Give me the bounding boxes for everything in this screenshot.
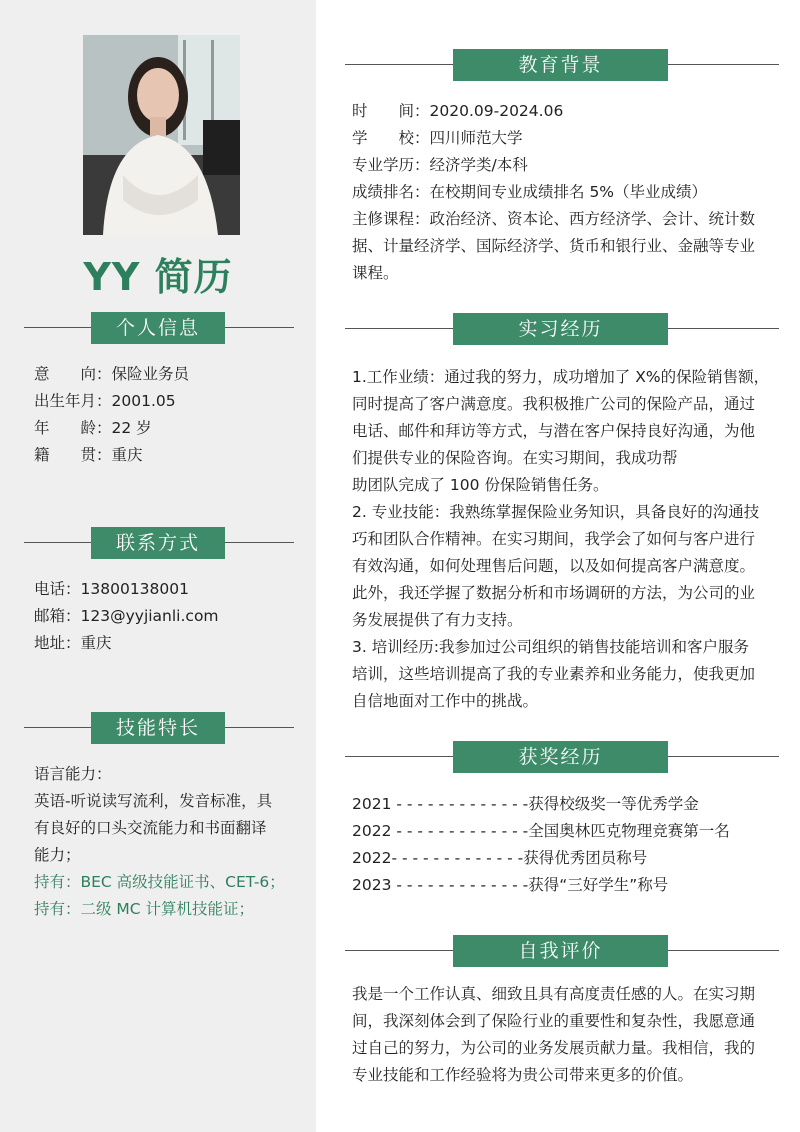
- section-title-awards: 获奖经历: [453, 741, 668, 773]
- self-eval-line: 过自己的努力，为公司的业务发展贡献力量。我相信，我的: [352, 1039, 756, 1057]
- education-row: [352, 98, 755, 125]
- education-courses-line: 据、计量经济学、国际经济学、货币和银行业、金融等专业: [352, 237, 756, 255]
- award-item: 2023 - - - - - - - - - - - - -获得“三好学生”称号: [352, 876, 669, 894]
- internship-line: 培训，这些培训提高了我的专业素养和业务能力，使我更加: [352, 665, 756, 683]
- internship-line: 2. 专业技能：我熟练掌握保险业务知识，具备良好的沟通技: [352, 503, 760, 521]
- certificate-line: 持有：二级 MC 计算机技能证；: [34, 900, 255, 918]
- section-header-awards: [345, 741, 779, 773]
- main-content: [316, 0, 800, 1132]
- sidebar: [0, 0, 316, 1132]
- edu-label: 成绩排名：: [352, 183, 430, 201]
- skills-line: 英语-听说读写流利，发音标准，具: [34, 792, 273, 810]
- contact-row-email: [34, 603, 219, 630]
- edu-value: 经济学类/本科: [429, 156, 528, 174]
- awards-list: [352, 791, 730, 899]
- skills-line: 有良好的口头交流能力和书面翻译: [34, 819, 267, 837]
- internship-line: 电话、邮件和拜访等方式，与潜在客户保持良好沟通，为他: [352, 422, 756, 440]
- self-eval-text: [352, 981, 755, 1089]
- education-list: [352, 98, 755, 287]
- resume-title: YY 简历: [83, 255, 233, 299]
- info-value: 2001.05: [111, 392, 176, 410]
- contact-value: 123@yyjianli.com: [80, 607, 219, 625]
- section-title-skills: 技能特长: [91, 712, 225, 744]
- self-eval-line: 间，我深刻体会到了保险行业的重要性和复杂性，我愿意通: [352, 1012, 756, 1030]
- contact-label: 邮箱：: [34, 607, 81, 625]
- info-label: 出生年月：: [34, 392, 112, 410]
- edu-label: 专业学历：: [352, 156, 430, 174]
- contact-value: 13800138001: [80, 580, 189, 598]
- education-courses-line: 主修课程：政治经济、资本论、西方经济学、会计、统计数: [352, 210, 756, 228]
- internship-line: 有效沟通，如何处理售后问题，以及如何提高客户满意度。: [352, 557, 756, 575]
- internship-line: 巧和团队合作精神。在实习期间，我学会了如何与客户进行: [352, 530, 756, 548]
- section-header-internship: [345, 313, 779, 345]
- edu-value: 2020.09-2024.06: [429, 102, 564, 120]
- award-item: 2022- - - - - - - - - - - - -获得优秀团员称号: [352, 849, 648, 867]
- education-row: [352, 125, 755, 152]
- contact-row-phone: [34, 576, 219, 603]
- personal-info-row: [34, 415, 189, 442]
- contact-value: 重庆: [80, 634, 112, 652]
- section-header-skills: [24, 712, 294, 744]
- contact-label: 地址：: [34, 634, 81, 652]
- skills-line: 语言能力：: [34, 765, 112, 783]
- internship-line: 3. 培训经历:我参加过公司组织的销售技能培训和客户服务: [352, 638, 749, 656]
- skills-text: [34, 761, 285, 923]
- section-header-self-eval: [345, 935, 779, 967]
- education-row: [352, 179, 755, 206]
- certificate-line: 持有：BEC 高级技能证书、CET-6；: [34, 873, 285, 891]
- contact-list: [34, 576, 219, 657]
- info-value: 重庆: [111, 446, 143, 464]
- section-title-self-eval: 自我评价: [453, 935, 668, 967]
- section-header-personal: [24, 312, 294, 344]
- internship-line: 此外，我还学握了数据分析和市场调研的方法，为公司的业: [352, 584, 756, 602]
- internship-line: 们提供专业的保险咨询。在实习期间，我成功帮: [352, 449, 678, 467]
- skills-line: 能力；: [34, 846, 81, 864]
- internship-line: 助团队完成了 100 份保险销售任务。: [352, 476, 609, 494]
- education-row: [352, 152, 755, 179]
- internship-line: 自信地面对工作中的挑战。: [352, 692, 539, 710]
- personal-info-list: [34, 361, 189, 469]
- edu-label: 学 校：: [352, 129, 430, 147]
- self-eval-line: 我是一个工作认真、细致且具有高度责任感的人。在实习期: [352, 985, 756, 1003]
- personal-info-row: [34, 442, 189, 469]
- section-title-contact: 联系方式: [91, 527, 225, 559]
- internship-line: 务发展提供了有力支持。: [352, 611, 523, 629]
- info-value: 22 岁: [111, 419, 152, 437]
- education-courses-line: 课程。: [352, 264, 399, 282]
- section-title-personal: 个人信息: [91, 312, 225, 344]
- contact-label: 电话：: [34, 580, 81, 598]
- section-title-internship: 实习经历: [453, 313, 668, 345]
- edu-value: 在校期间专业成绩排名 5%（毕业成绩）: [429, 183, 708, 201]
- info-label: 籍 贯：: [34, 446, 112, 464]
- section-header-education: [345, 49, 779, 81]
- personal-info-row: [34, 388, 189, 415]
- internship-text: [352, 364, 769, 715]
- internship-line: 1.工作业绩：通过我的努力，成功增加了 X%的保险销售额，: [352, 368, 770, 386]
- info-label: 年 龄：: [34, 419, 112, 437]
- personal-info-row: [34, 361, 189, 388]
- profile-photo: [83, 35, 240, 235]
- award-item: 2022 - - - - - - - - - - - - -全国奥林匹克物理竞赛第一名: [352, 822, 730, 840]
- section-title-education: 教育背景: [453, 49, 668, 81]
- section-header-contact: [24, 527, 294, 559]
- edu-label: 时 间：: [352, 102, 430, 120]
- internship-line: 同时提高了客户满意度。我积极推广公司的保险产品，通过: [352, 395, 756, 413]
- contact-row-address: [34, 630, 219, 657]
- self-eval-line: 专业技能和工作经验将为贵公司带来更多的价值。: [352, 1066, 694, 1084]
- info-label: 意 向：: [34, 365, 112, 383]
- edu-value: 四川师范大学: [429, 129, 523, 147]
- info-value: 保险业务员: [111, 365, 190, 383]
- award-item: 2021 - - - - - - - - - - - - -获得校级奖一等优秀学金: [352, 795, 699, 813]
